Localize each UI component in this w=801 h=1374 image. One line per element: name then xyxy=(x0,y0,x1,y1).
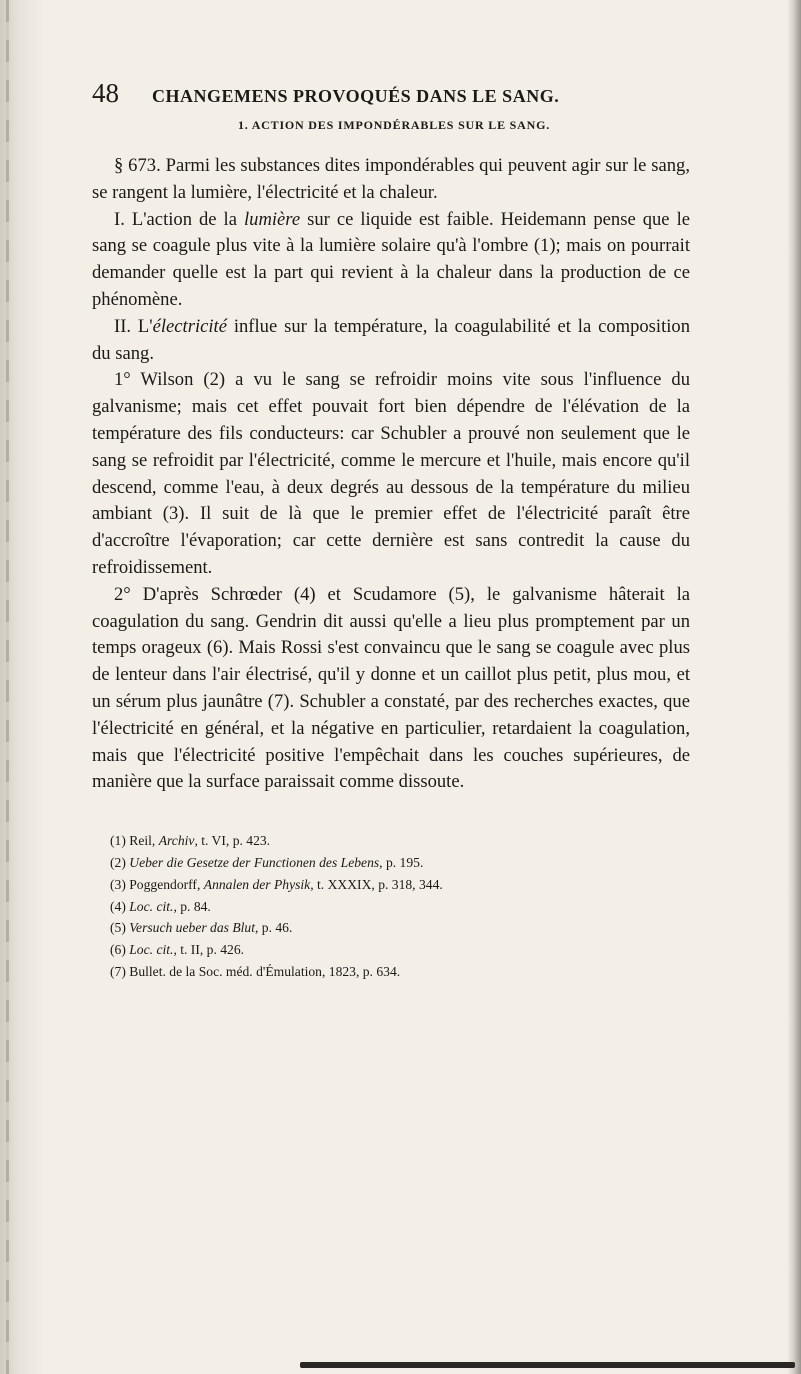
footnote-6: (6) Loc. cit., t. II, p. 426. xyxy=(110,942,245,958)
footnote-7: (7) Bullet. de la Soc. méd. d'Émulation, 1823, p. 634. xyxy=(110,963,401,979)
paragraph-schroeder: 2° D'après Schrœder (4) et Scudamore (5), le galvanisme hâterait la coagulation du sang. Gendrin dit aussi qu'elle a lieu plus promptement par un temps orageux (6). Mais Rossi s'est convaincu que le sang se coagule avec plus de lenteur dans l'air électrisé, qu'il y donne et un caillot plus petit, plus mou, et un sérum plus jaunâtre (7). Schubler a constaté, par des recherches exactes, que l'électricité en général, et la négative en particulier, retardaient la coagulation, mais que l'électricité positive l'empêchait dans les couches supérieures, de manière que la surface paraissait comme dissoute. xyxy=(92,583,690,793)
running-title: CHANGEMENS PROVOQUÉS DANS LE SANG. xyxy=(152,86,560,106)
page-binding-edge xyxy=(0,0,44,1374)
paragraph-electricite: II. L'électricité influe sur la température, la coagulabilité et la composition du sang. xyxy=(92,315,691,364)
running-head xyxy=(92,78,690,112)
footnotes xyxy=(92,830,690,983)
footnote-4: (4) Loc. cit., p. 84. xyxy=(110,898,211,914)
paragraph-lumiere: I. L'action de la lumière sur ce liquide est faible. Heidemann pense que le sang se coagule plus vite à la lumière solaire qu'à l'ombre (1); mais on pourrait demander quelle est la part qui revient à la chaleur dans la production de ce phénomène. xyxy=(92,208,690,310)
footnote-5: (5) Versuch ueber das Blut, p. 46. xyxy=(110,920,293,936)
footnote-1: (1) Reil, Archiv, t. VI, p. 423. xyxy=(110,833,271,849)
footnote-2: (2) Ueber die Gesetze der Functionen des Lebens, p. 195. xyxy=(110,854,424,870)
body-text xyxy=(92,153,690,796)
page-number: 48 xyxy=(92,78,119,108)
paragraph-wilson: 1° Wilson (2) a vu le sang se refroidir moins vite sous l'influence du galvanisme; mais cet effet pouvait fort bien dépendre de l'élévation de la température des fils conducteurs: car Schubler a prouvé non seulement que le sang se refroidit par l'électricité, comme le mercure et l'huile, mais encore qu'il descend, comme l'eau, à deux degrés au dessous de la température du milieu ambiant (3). Il suit de là que le premier effet de l'électricité paraît être d'accroître l'évaporation; car cette dernière est sans contredit la cause du refroidissement. xyxy=(92,369,690,578)
book-page xyxy=(92,78,690,983)
paragraph-673: § 673. Parmi les substances dites impondérables qui peuvent agir sur le sang, se rangent la lumière, l'électricité et la chaleur. xyxy=(92,155,690,203)
page-right-edge xyxy=(787,0,801,1374)
footnote-3: (3) Poggendorff, Annalen der Physik, t. XXXIX, p. 318, 344. xyxy=(110,876,443,892)
book-bottom-edge xyxy=(300,1362,795,1368)
section-heading: 1. ACTION DES IMPONDÉRABLES SUR LE SANG. xyxy=(237,118,551,132)
